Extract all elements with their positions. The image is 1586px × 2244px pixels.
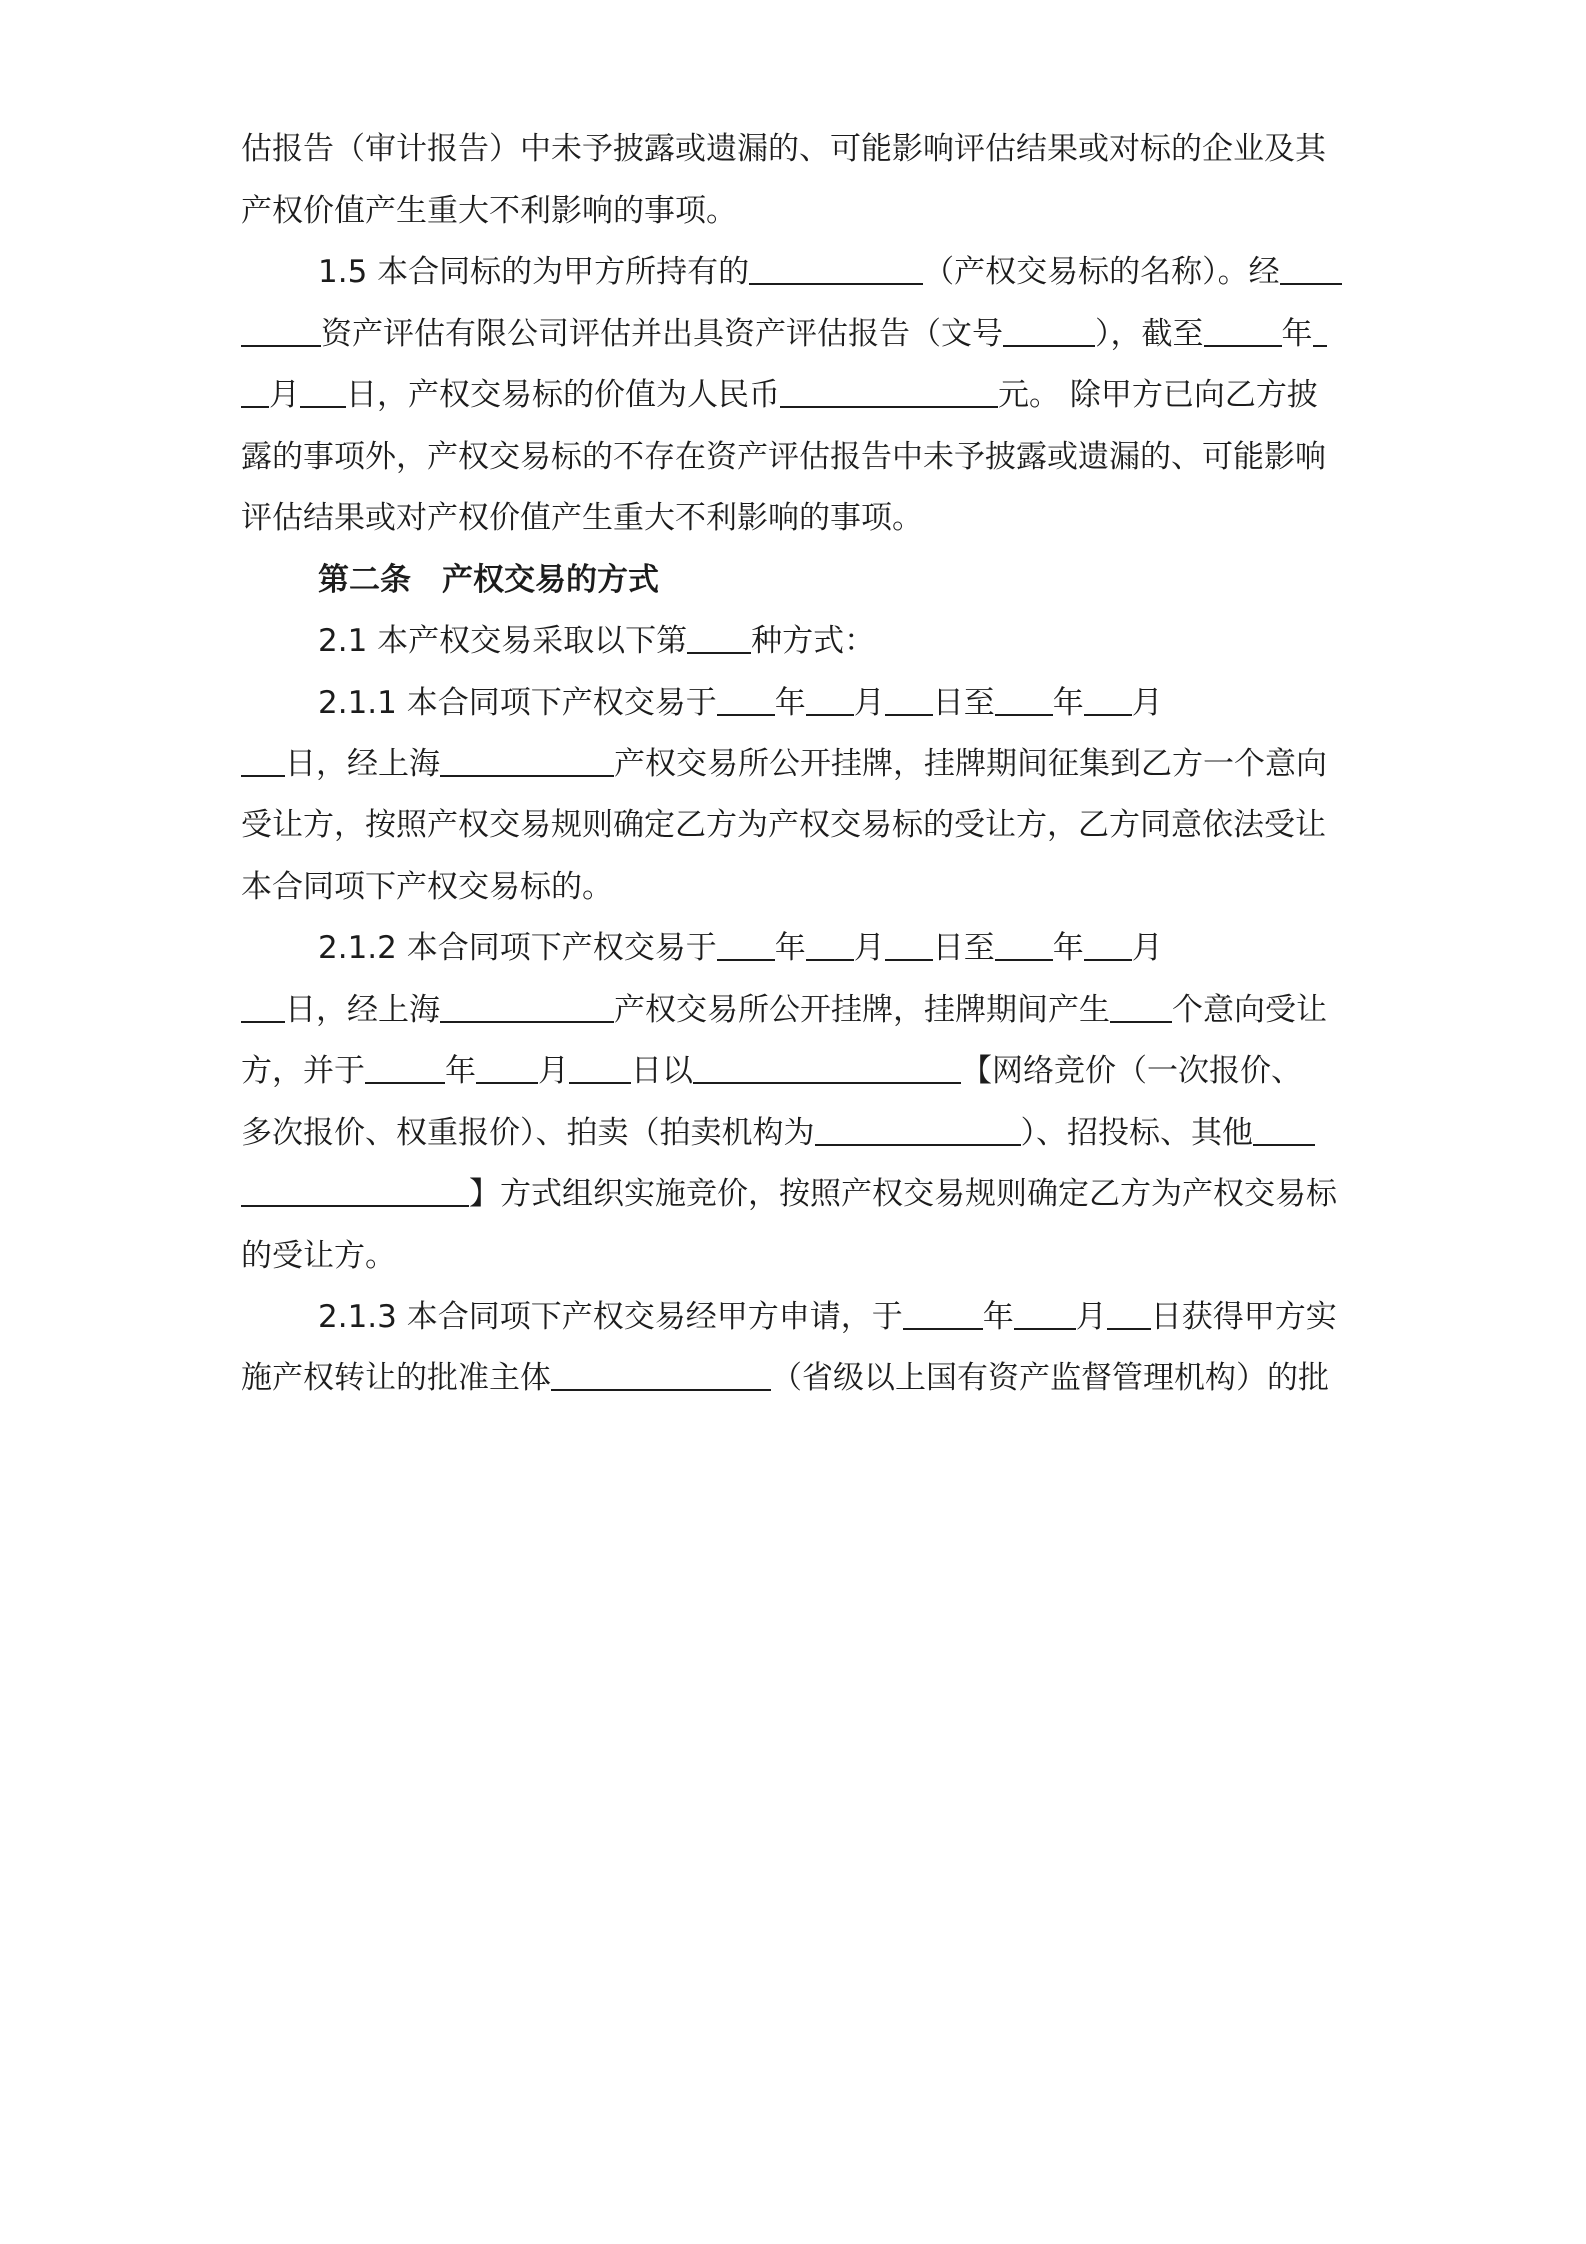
text: 日至 xyxy=(932,685,995,721)
paragraph-line xyxy=(241,862,1356,912)
blank-field xyxy=(241,311,321,347)
blank-field xyxy=(241,372,269,408)
text: 资产评估有限公司评估并出具资产评估报告（文号 xyxy=(321,316,1003,352)
text: （产权交易标的名称）。经 xyxy=(923,254,1280,290)
text: 产权交易所公开挂牌，挂牌期间征集到乙方一个意向 xyxy=(614,746,1327,782)
blank-field xyxy=(1084,680,1132,716)
article-heading xyxy=(241,555,1356,605)
blank-field xyxy=(1110,987,1172,1023)
clause-2-1-3-line xyxy=(241,1292,1356,1342)
text: 2.1.1 本合同项下产权交易于 xyxy=(318,685,717,721)
paragraph-line xyxy=(241,1108,1356,1158)
paragraph-line xyxy=(241,985,1356,1035)
text: 多次报价、权重报价）、拍卖（拍卖机构为 xyxy=(241,1115,815,1151)
text: 本合同项下产权交易标的。 xyxy=(241,869,613,905)
text: 估报告（审计报告）中未予披露或遗漏的、可能影响评估结果或对标的企业及其 xyxy=(241,131,1326,167)
blank-field xyxy=(300,372,346,408)
blank-field xyxy=(995,680,1053,716)
blank-field xyxy=(1313,311,1327,347)
text: 【网络竞价（一次报价、 xyxy=(961,1053,1302,1089)
text: 种方式： xyxy=(751,623,876,659)
text: 个意向受让 xyxy=(1172,992,1327,1028)
blank-field xyxy=(806,925,854,961)
text: 2.1 本产权交易采取以下第 xyxy=(318,623,688,659)
text: ），截至 xyxy=(1095,316,1204,352)
text: 年 xyxy=(982,1299,1014,1335)
blank-field xyxy=(717,680,775,716)
blank-field xyxy=(241,987,285,1023)
blank-field xyxy=(806,680,854,716)
text: 产权价值产生重大不利影响的事项。 xyxy=(241,193,737,229)
text: 日以 xyxy=(631,1053,693,1089)
blank-field xyxy=(440,741,614,777)
clause-1-5-line xyxy=(241,247,1356,297)
blank-field xyxy=(1084,925,1132,961)
text: 2.1.2 本合同项下产权交易于 xyxy=(318,930,717,966)
text: 露的事项外，产权交易标的不存在资产评估报告中未予披露或遗漏的、可能影响 xyxy=(241,439,1326,475)
text: 日，经上海 xyxy=(285,992,440,1028)
blank-field xyxy=(241,741,285,777)
blank-field xyxy=(687,618,751,654)
text: 日，经上海 xyxy=(285,746,440,782)
text: 产权交易所公开挂牌，挂牌期间产生 xyxy=(614,992,1110,1028)
text: 年 xyxy=(445,1053,476,1089)
blank-field xyxy=(1204,311,1282,347)
blank-field xyxy=(569,1048,631,1084)
paragraph-line xyxy=(241,1169,1356,1219)
text: 日，产权交易标的价值为人民币 xyxy=(346,377,780,413)
paragraph-line xyxy=(241,800,1356,850)
text: 方，并于 xyxy=(241,1053,365,1089)
paragraph-line xyxy=(241,432,1356,482)
text: 日至 xyxy=(932,930,995,966)
blank-field xyxy=(476,1048,538,1084)
text: 受让方，按照产权交易规则确定乙方为产权交易标的受让方，乙方同意依法受让 xyxy=(241,807,1326,843)
text: （省级以上国有资产监督管理机构）的批 xyxy=(771,1360,1329,1396)
paragraph-line xyxy=(241,186,1356,236)
text: 的受让方。 xyxy=(241,1238,396,1274)
paragraph-line xyxy=(241,1046,1356,1096)
text: 日获得甲方实 xyxy=(1150,1299,1337,1335)
text: 施产权转让的批准主体 xyxy=(241,1360,551,1396)
blank-field xyxy=(1003,311,1095,347)
paragraph-line xyxy=(241,1231,1356,1281)
blank-field xyxy=(1253,1110,1315,1146)
blank-field xyxy=(241,1171,469,1207)
paragraph-line xyxy=(241,739,1356,789)
text: 评估结果或对产权价值产生重大不利影响的事项。 xyxy=(241,500,923,536)
paragraph-line xyxy=(241,370,1356,420)
text: 1.5 本合同标的为甲方所持有的 xyxy=(318,254,750,290)
text: 月 xyxy=(853,685,885,721)
blank-field xyxy=(815,1110,1021,1146)
blank-field xyxy=(995,925,1053,961)
article-2-heading: 第二条 产权交易的方式 xyxy=(318,562,659,598)
blank-field xyxy=(365,1048,445,1084)
blank-field xyxy=(749,249,923,285)
text: 月 xyxy=(1075,1299,1107,1335)
paragraph-line xyxy=(241,1353,1356,1403)
blank-field xyxy=(1280,249,1342,285)
clause-2-1-1-line xyxy=(241,678,1356,728)
clause-2-1-2-line xyxy=(241,923,1356,973)
text: 月 xyxy=(1131,685,1163,721)
clause-2-1-line xyxy=(241,616,1356,666)
blank-field xyxy=(717,925,775,961)
text: ）、招投标、其他 xyxy=(1020,1115,1253,1151)
paragraph-line xyxy=(241,493,1356,543)
text: 】方式组织实施竞价，按照产权交易规则确定乙方为产权交易标 xyxy=(469,1176,1337,1212)
paragraph-line xyxy=(241,309,1356,359)
text: 月 xyxy=(853,930,885,966)
text: 2.1.3 本合同项下产权交易经甲方申请，于 xyxy=(318,1299,903,1335)
blank-field xyxy=(551,1355,771,1391)
text: 年 xyxy=(1281,316,1313,352)
text: 年 xyxy=(1052,685,1084,721)
text: 年 xyxy=(774,930,806,966)
blank-field xyxy=(885,680,933,716)
text: 年 xyxy=(774,685,806,721)
text: 年 xyxy=(1052,930,1084,966)
text: 月 xyxy=(1131,930,1163,966)
blank-field xyxy=(1107,1294,1151,1330)
text: 月 xyxy=(538,1053,569,1089)
text: 月 xyxy=(269,377,300,413)
blank-field xyxy=(1014,1294,1076,1330)
blank-field xyxy=(903,1294,983,1330)
blank-field xyxy=(440,987,614,1023)
blank-field xyxy=(780,372,998,408)
blank-field xyxy=(885,925,933,961)
text: 元。 除甲方已向乙方披 xyxy=(998,377,1318,413)
blank-field xyxy=(693,1048,961,1084)
paragraph-line xyxy=(241,124,1356,174)
